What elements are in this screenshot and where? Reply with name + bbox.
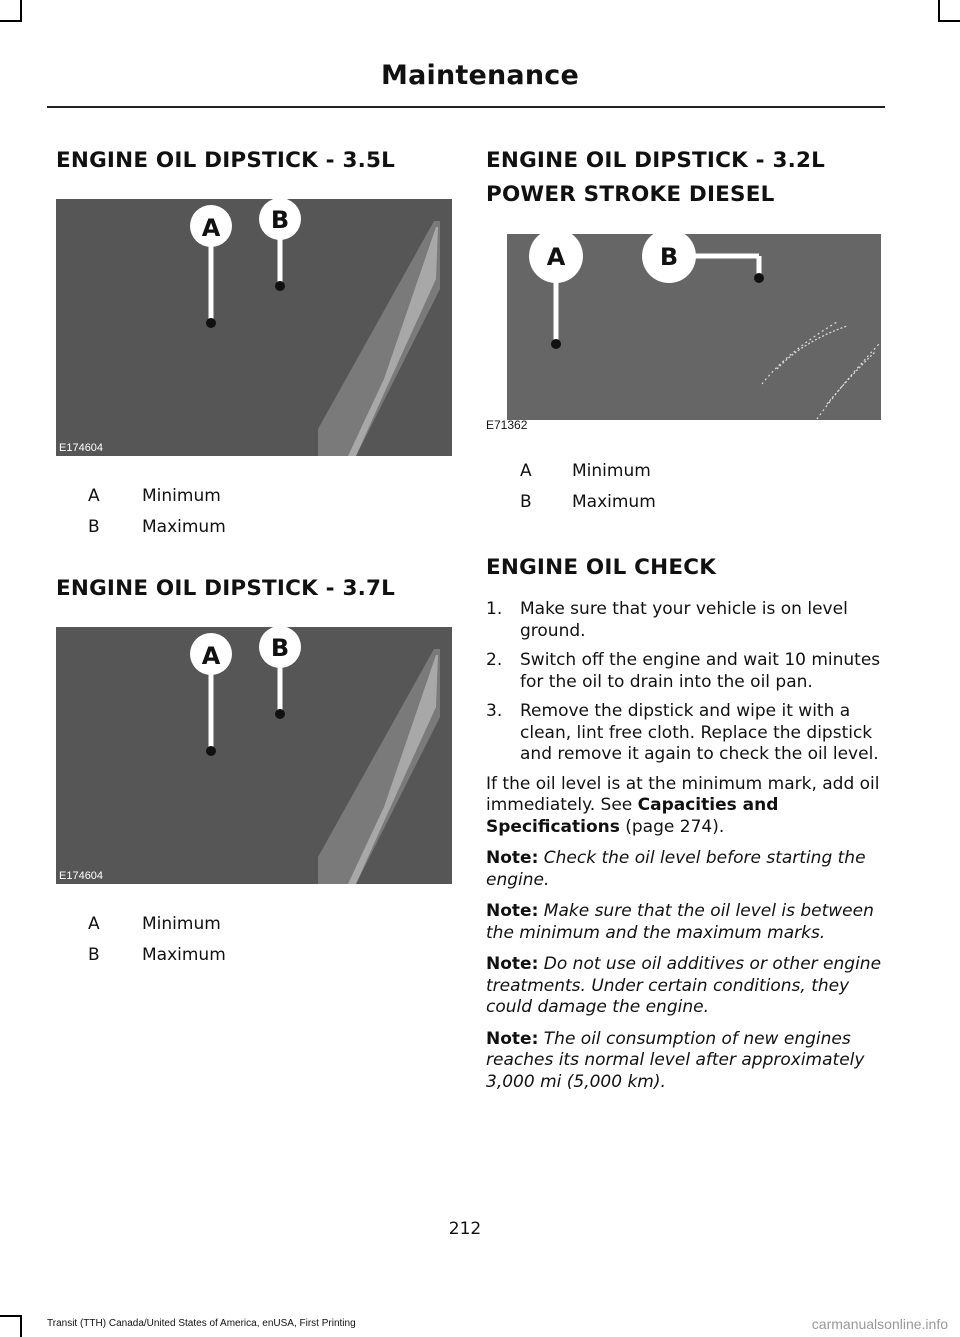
min-level-paragraph — [486, 774, 884, 839]
legend-key: A — [88, 913, 100, 934]
legend-row — [56, 908, 453, 939]
crop-mark — [20, 1315, 22, 1337]
figure-code: E71362 — [486, 418, 528, 432]
note — [486, 848, 884, 891]
footer-text: Transit (TTH) Canada/United States of America, enUSA, First Printing — [47, 1318, 356, 1329]
note-label: Note: — [486, 1028, 539, 1049]
note — [486, 1029, 884, 1094]
note-label: Note: — [486, 901, 539, 921]
legend-row — [56, 511, 453, 542]
legend-3-2l — [486, 455, 884, 517]
callout-b: B — [270, 206, 290, 234]
callout-b: B — [270, 634, 290, 662]
legend-key: B — [88, 516, 100, 537]
note — [486, 901, 884, 944]
legend-label: Minimum — [142, 913, 221, 934]
section-title-3-7l: ENGINE OIL DIPSTICK - 3.7L — [56, 576, 396, 601]
note-label: Note: — [486, 848, 539, 868]
step-number: 2. — [486, 650, 503, 670]
dipstick-figure-3-5l — [56, 199, 452, 456]
dipstick-illustration — [56, 199, 452, 456]
callout-a: A — [546, 243, 566, 271]
capacities-link[interactable]: Capacities and Specifications — [486, 795, 779, 837]
crop-mark — [938, 20, 960, 22]
legend-row — [56, 480, 453, 511]
crop-mark — [0, 20, 22, 22]
step-item — [486, 650, 884, 693]
dipstick-figure-3-7l — [56, 627, 452, 884]
step-text: Switch off the engine and wait 10 minutes for the oil to drain into the oil pan. — [520, 650, 881, 692]
figure-code: E174604 — [59, 870, 104, 882]
section-title-3-2l — [486, 144, 884, 212]
legend-label: Maximum — [572, 491, 656, 512]
legend-key: A — [88, 485, 100, 506]
title-line-1: ENGINE OIL DIPSTICK - 3.2L — [486, 148, 826, 173]
crop-mark — [0, 1315, 22, 1317]
callout-a: A — [201, 642, 221, 670]
note-label: Note: — [486, 954, 539, 974]
header-divider — [47, 106, 885, 108]
legend-row — [56, 939, 453, 970]
dipstick-illustration — [507, 234, 881, 420]
step-number: 1. — [486, 599, 503, 619]
dipstick-figure-3-2l — [507, 234, 881, 420]
page-number: 212 — [448, 1219, 482, 1239]
note-text: The oil consumption of new engines reaches its normal level after approximately 3,000 mi (5,000 km). — [486, 1028, 865, 1092]
left-column — [56, 144, 453, 970]
dipstick-illustration — [56, 627, 452, 884]
legend-row — [486, 486, 884, 517]
note-text: Check the oil level before starting the engine. — [486, 848, 866, 890]
legend-key: B — [88, 944, 100, 965]
para-text: If the oil level is at the minimum mark, add oil immediately. See — [486, 773, 880, 815]
legend-label: Maximum — [142, 944, 226, 965]
step-item — [486, 701, 884, 766]
note — [486, 954, 884, 1019]
section-title-oil-check: ENGINE OIL CHECK — [486, 555, 717, 580]
legend-key: A — [520, 460, 532, 481]
step-text: Make sure that your vehicle is on level ground. — [520, 599, 848, 641]
figure-code: E174604 — [59, 442, 104, 454]
note-text: Make sure that the oil level is between the minimum and the maximum marks. — [486, 901, 874, 943]
crop-mark — [20, 0, 22, 22]
legend-row — [486, 455, 884, 486]
title-line-2: POWER STROKE DIESEL — [486, 182, 775, 207]
step-number: 3. — [486, 701, 503, 721]
callout-b: B — [659, 243, 679, 271]
note-text: Do not use oil additives or other engine treatments. Under certain conditions, they could damage the engine. — [486, 954, 882, 1017]
legend-label: Minimum — [572, 460, 651, 481]
crop-mark — [938, 0, 940, 22]
page-header-title: Maintenance — [381, 60, 579, 91]
callout-a: A — [201, 214, 221, 242]
watermark: carmanualsonline.info — [811, 1316, 948, 1332]
right-column — [486, 144, 884, 1103]
legend-label: Minimum — [142, 485, 221, 506]
page-reference: (page 274). — [619, 816, 725, 837]
legend-3-5l — [56, 480, 453, 542]
legend-key: B — [520, 491, 532, 512]
legend-3-7l — [56, 908, 453, 970]
step-item — [486, 599, 884, 642]
step-text: Remove the dipstick and wipe it with a clean, lint free cloth. Replace the dipstick and remove it again to check the oil level. — [520, 701, 879, 764]
legend-label: Maximum — [142, 516, 226, 537]
section-title-3-5l: ENGINE OIL DIPSTICK - 3.5L — [56, 148, 396, 173]
